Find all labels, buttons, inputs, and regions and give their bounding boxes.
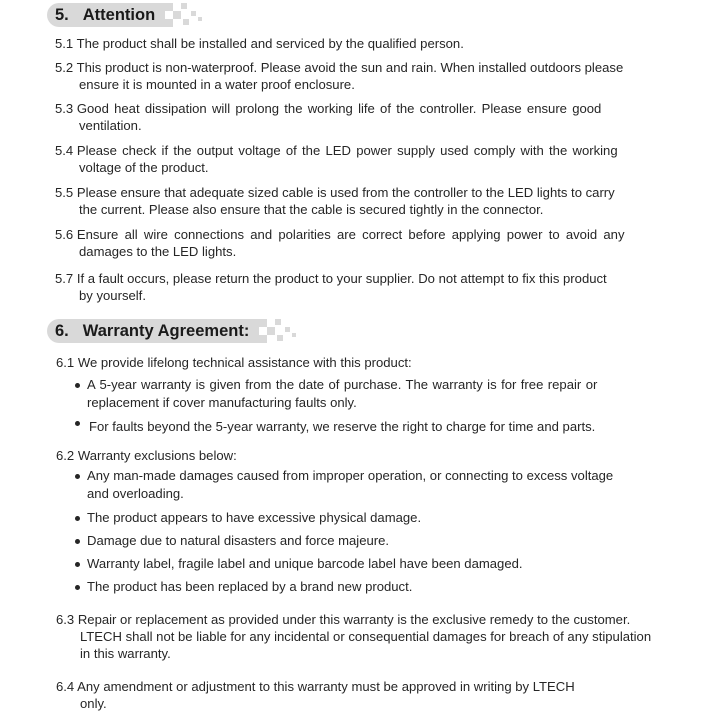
bullet-item: Warranty label, fragile label and unique barcode label have been damaged. (75, 555, 665, 573)
section-5-title: Attention (82, 5, 156, 24)
bullet-icon (75, 383, 80, 388)
list-item: 5.7 If a fault occurs, please return the product to your supplier. Do not attempt to fix this product by yourself. (55, 271, 607, 303)
list-item: 6.2 Warranty exclusions below: (56, 448, 237, 463)
bullet-icon (75, 421, 80, 426)
list-item: 5.6 Ensure all wire connections and polarities are correct before applying power to avoid any damages to the LED lights. (55, 227, 625, 259)
section-6-number: 6. (55, 321, 69, 340)
bullet-item: The product has been replaced by a brand new product. (75, 578, 665, 596)
list-item: 6.1 We provide lifelong technical assistance with this product: (56, 355, 412, 370)
list-item: 5.1 The product shall be installed and serviced by the qualified person. (55, 36, 464, 51)
list-item: 5.4 Please check if the output voltage of the LED power supply used comply with the working voltage of the product. (55, 143, 618, 175)
section-5-heading (47, 2, 207, 28)
bullet-item: A 5-year warranty is given from the date of purchase. The warranty is for free repair or replacement if cover manufacturing faults only. (75, 376, 665, 411)
bullet-item: Any man-made damages caused from improper operation, or connecting to excess voltage and overloading. (75, 467, 665, 502)
bullet-icon (75, 585, 80, 590)
list-item: 6.3 Repair or replacement as provided under this warranty is the exclusive remedy to the customer. LTECH shall not be liable for any incidental or consequential damages for breach of any stipulation in this warranty. (56, 612, 652, 661)
list-item: 5.5 Please ensure that adequate sized cable is used from the controller to the LED lights to carry the current. Please also ensure that the cable is secured tightly in the connector. (55, 185, 615, 217)
list-item: 6.4 Any amendment or adjustment to this warranty must be approved in writing by LTECH only. (56, 679, 575, 711)
section-5-number: 5. (55, 5, 69, 24)
heading-decoration (259, 319, 301, 343)
section-6-heading (47, 318, 301, 344)
list-item: 5.3 Good heat dissipation will prolong the working life of the controller. Please ensure good ventilation. (55, 101, 602, 133)
bullet-icon (75, 562, 80, 567)
bullet-icon (75, 474, 80, 479)
heading-decoration (165, 3, 207, 27)
bullet-icon (75, 539, 80, 544)
bullet-item: For faults beyond the 5-year warranty, we reserve the right to charge for time and parts. (75, 418, 665, 436)
bullet-item: The product appears to have excessive physical damage. (75, 509, 665, 527)
section-6-title: Warranty Agreement: (82, 321, 250, 340)
list-item: 5.2 This product is non-waterproof. Please avoid the sun and rain. When installed outdoors please ensure it is mounted in a water proof enclosure. (55, 60, 624, 92)
bullet-item: Damage due to natural disasters and force majeure. (75, 532, 665, 550)
bullet-icon (75, 516, 80, 521)
